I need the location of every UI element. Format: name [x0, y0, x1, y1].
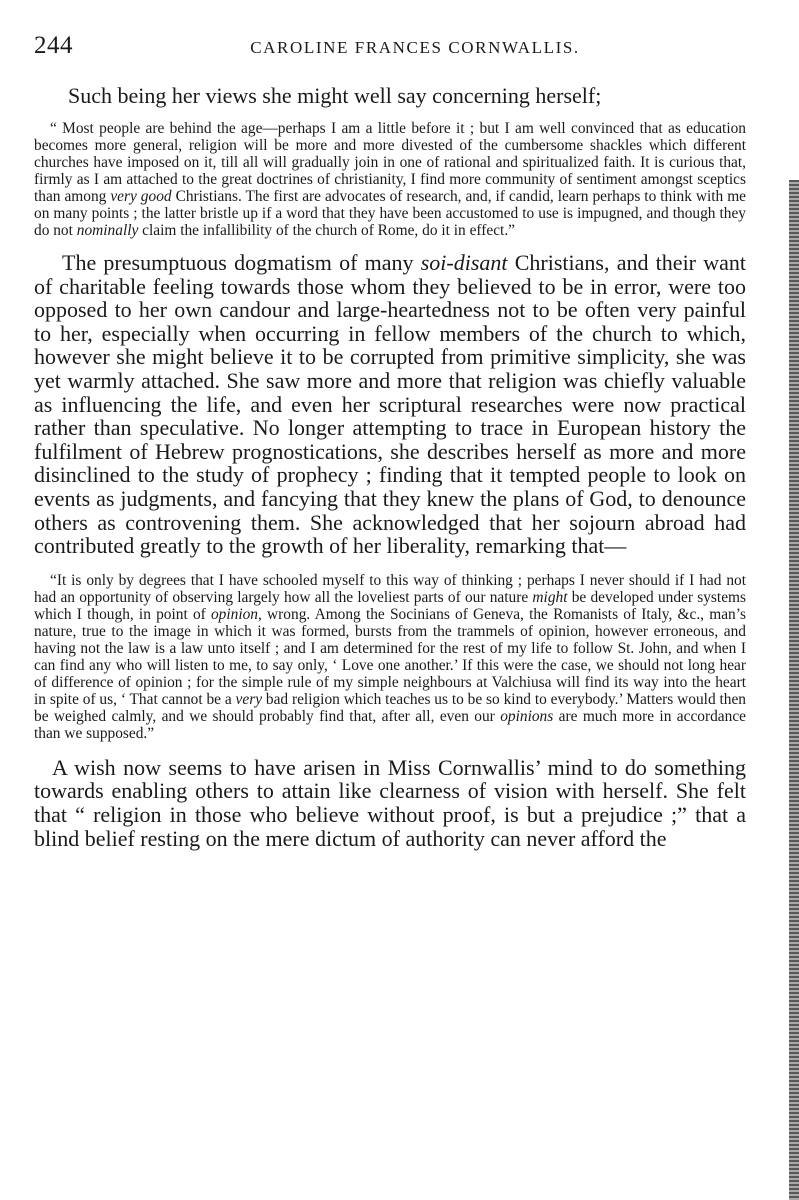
quote2-emphasis-d: opinions: [500, 707, 554, 725]
block-quote-2: [34, 572, 746, 742]
body-paragraph-2: A wish now seems to have arisen in Miss Cornwallis’ mind to do something towards enabling others to attain like clearness of vision with herself. She felt that “ religion in those who believe without proof, is but a prejudice ;” that a blind belief resting on the mere dictum of authority can never afford the: [34, 754, 746, 851]
body1-emphasis: soi-disant: [420, 250, 508, 275]
block-quote-1: [34, 120, 746, 239]
body1-text-b: Christians, and their want of charitable feeling towards those whom they believed to be in error, were too opposed to her own candour and large-heartedness not to be often very painful to her, especially when occurring in fellow members of the church to which, however she might believe it to be corrupted from primitive simplicity, she was yet warmly attached. She saw more and more that religion was chiefly valuable as influencing the life, and even her scriptural researches were now practical rather than speculative. No longer attempting to trace in European history the fulfilment of Hebrew prognostications, she describes herself as more and more disinclined to the study of prophecy ; finding that it tempted people to look on events as judgments, and fancying that they knew the plans of God, to denounce others as controvening them. She acknowledged that her sojourn abroad had contributed greatly to the growth of her liberality, remarking that—: [34, 250, 746, 559]
running-head: CAROLINE FRANCES CORNWALLIS.: [250, 38, 580, 57]
quote2-emphasis-a: might: [532, 588, 568, 606]
quote2-text-e: are much more in accordance than we supposed.”: [34, 707, 746, 742]
quote2-text-b: be developed under systems which I though, in point of: [34, 588, 746, 623]
quote1-text-a: “ Most people are behind the age—perhaps I am a little before it ; but I am well convinced that as education becomes more general, religion will be more and more divested of the cumbersome shackles which different churches have imposed on it, till all will gradually join in one of rational and spiritualized faith. It is curious that, firmly as I am attached to the great doctrines of christianity, I find more community of sentiment amongst sceptics than among: [34, 120, 746, 205]
quote2-emphasis-c: very: [235, 690, 263, 708]
quote1-emphasis-a: very good: [110, 188, 172, 205]
page-edge-shadow: [789, 180, 799, 1200]
quote2-text-d: bad religion which teaches us to be so kind to everybody.’ Matters would then be weighed calmly, and we should probably find that, after all, even our: [34, 690, 746, 725]
page-header: [34, 30, 746, 64]
quote2-text-c: wrong. Among the Socinians of Geneva, the Romanists of Italy, &c., man’s nature, true to the image in which it was formed, bursts from the trammels of opinion, however erroneous, and having not the law is a law unto itself ; and I am determined for the rest of my life to follow St. John, and when I can find any who will listen to me, to say only, ‘ Love one another.’ If this were the case, we should not long hear of difference of opinion ; for the simple rule of my simple neighbours at Valchiusa will find its way into the heart in spite of us, ‘ That cannot be a: [34, 605, 746, 708]
book-page: [34, 30, 746, 850]
quote2-text-a: “It is only by degrees that I have schooled myself to this way of thinking ; perhaps I never should if I had not had an opportunity of observing largely how all the loveliest parts of our nature: [34, 571, 746, 606]
quote2-emphasis-b: opinion,: [210, 605, 262, 623]
body-paragraph-1: [34, 251, 746, 558]
page-number: 244: [34, 32, 73, 59]
quote1-emphasis-b: nominally: [76, 222, 139, 239]
intro-paragraph: Such being her views she might well say concerning herself;: [68, 83, 602, 108]
body1-text-a: The presumptuous dogmatism of many: [62, 250, 421, 275]
quote1-text-b: Christians. The first are advocates of research, and, if candid, learn perhaps to think with me on many points ; the latter bristle up if a word that they have been accustomed to use is impugned, and though they do not: [34, 188, 746, 239]
quote1-text-c: claim the infallibility of the church of Rome, do it in effect.”: [138, 222, 516, 239]
